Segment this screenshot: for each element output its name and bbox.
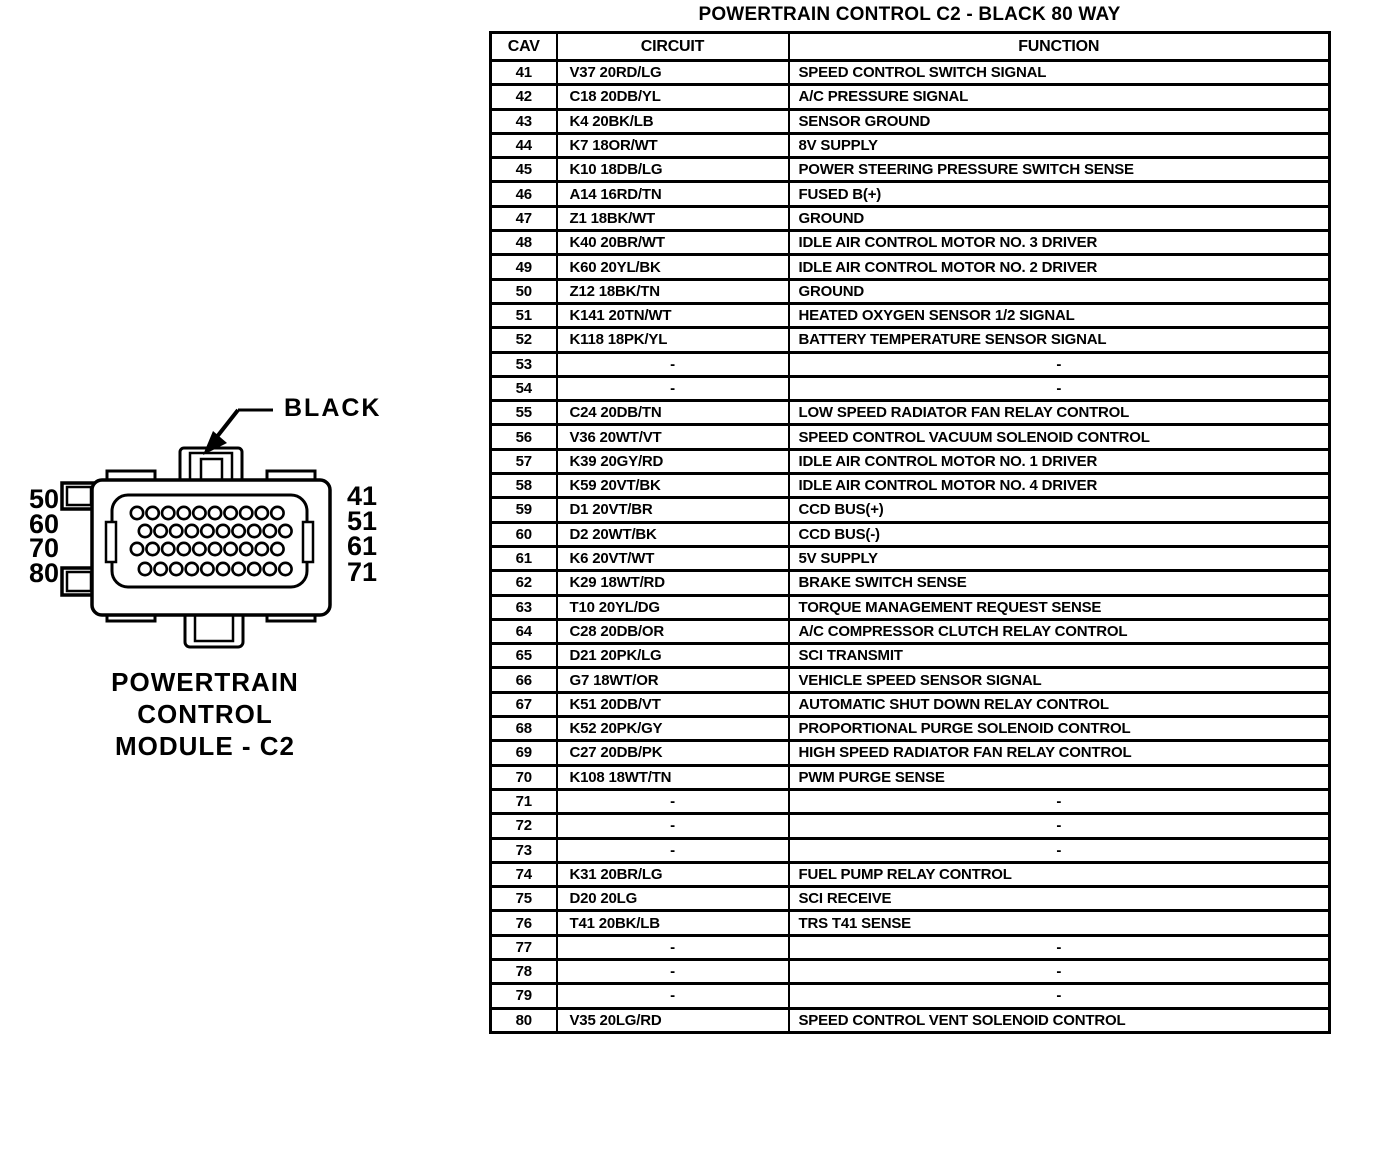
pinout-table-container [489, 31, 1331, 1034]
cav-cell: 70 [491, 765, 557, 789]
function-cell: FUSED B(+) [789, 182, 1330, 206]
header-cav: CAV [491, 33, 557, 61]
circuit-cell: K51 20DB/VT [557, 692, 789, 716]
table-row [491, 328, 1330, 352]
circuit-cell: - [557, 935, 789, 959]
cav-cell: 56 [491, 425, 557, 449]
circuit-cell: T10 20YL/DG [557, 595, 789, 619]
function-cell: BRAKE SWITCH SENSE [789, 571, 1330, 595]
function-cell: SPEED CONTROL VACUUM SOLENOID CONTROL [789, 425, 1330, 449]
table-row [491, 644, 1330, 668]
function-cell: TORQUE MANAGEMENT REQUEST SENSE [789, 595, 1330, 619]
function-cell: - [789, 789, 1330, 813]
table-row [491, 474, 1330, 498]
circuit-cell: K108 18WT/TN [557, 765, 789, 789]
table-row [491, 206, 1330, 230]
table-row [491, 935, 1330, 959]
circuit-cell: K6 20VT/WT [557, 546, 789, 570]
cav-cell: 79 [491, 984, 557, 1008]
table-row [491, 449, 1330, 473]
circuit-cell: Z12 18BK/TN [557, 279, 789, 303]
function-cell: VEHICLE SPEED SENSOR SIGNAL [789, 668, 1330, 692]
table-header-row [491, 33, 1330, 61]
pin-label-41: 41 [347, 481, 378, 511]
function-cell: 5V SUPPLY [789, 546, 1330, 570]
pin-label-61: 61 [347, 531, 378, 561]
function-cell: - [789, 838, 1330, 862]
circuit-cell: G7 18WT/OR [557, 668, 789, 692]
table-row [491, 741, 1330, 765]
table-row [491, 522, 1330, 546]
circuit-cell: - [557, 959, 789, 983]
cav-cell: 76 [491, 911, 557, 935]
cav-cell: 67 [491, 692, 557, 716]
caption-line-1: POWERTRAIN [111, 667, 299, 697]
cav-cell: 54 [491, 376, 557, 400]
cav-cell: 60 [491, 522, 557, 546]
function-cell: PROPORTIONAL PURGE SOLENOID CONTROL [789, 717, 1330, 741]
pinout-table [489, 31, 1331, 1034]
function-cell: GROUND [789, 279, 1330, 303]
cav-cell: 57 [491, 449, 557, 473]
table-row [491, 352, 1330, 376]
circuit-cell: K118 18PK/YL [557, 328, 789, 352]
cav-cell: 55 [491, 401, 557, 425]
connector-color-label: BLACK [284, 394, 382, 422]
table-row [491, 814, 1330, 838]
function-cell: TRS T41 SENSE [789, 911, 1330, 935]
header-circuit: CIRCUIT [557, 33, 789, 61]
cav-cell: 52 [491, 328, 557, 352]
circuit-cell: Z1 18BK/WT [557, 206, 789, 230]
circuit-cell: K40 20BR/WT [557, 231, 789, 255]
cav-cell: 62 [491, 571, 557, 595]
cav-cell: 63 [491, 595, 557, 619]
table-row [491, 595, 1330, 619]
cav-cell: 69 [491, 741, 557, 765]
cav-cell: 68 [491, 717, 557, 741]
function-cell: SPEED CONTROL VENT SOLENOID CONTROL [789, 1008, 1330, 1032]
table-row [491, 838, 1330, 862]
cav-cell: 77 [491, 935, 557, 959]
function-cell: SENSOR GROUND [789, 109, 1330, 133]
circuit-cell: - [557, 984, 789, 1008]
header-function: FUNCTION [789, 33, 1330, 61]
cav-cell: 42 [491, 85, 557, 109]
circuit-cell: - [557, 789, 789, 813]
cav-cell: 80 [491, 1008, 557, 1032]
table-row [491, 887, 1330, 911]
function-cell: PWM PURGE SENSE [789, 765, 1330, 789]
table-row [491, 158, 1330, 182]
keyway-right [303, 522, 313, 562]
circuit-cell: K52 20PK/GY [557, 717, 789, 741]
function-cell: POWER STEERING PRESSURE SWITCH SENSE [789, 158, 1330, 182]
function-cell: IDLE AIR CONTROL MOTOR NO. 2 DRIVER [789, 255, 1330, 279]
circuit-cell: V36 20WT/VT [557, 425, 789, 449]
cav-cell: 46 [491, 182, 557, 206]
cav-cell: 75 [491, 887, 557, 911]
circuit-cell: A14 16RD/TN [557, 182, 789, 206]
table-row [491, 182, 1330, 206]
function-cell: - [789, 984, 1330, 1008]
circuit-cell: K31 20BR/LG [557, 862, 789, 886]
pin-label-80: 80 [28, 558, 59, 588]
cav-cell: 66 [491, 668, 557, 692]
table-row [491, 1008, 1330, 1032]
circuit-cell: - [557, 814, 789, 838]
function-cell: IDLE AIR CONTROL MOTOR NO. 1 DRIVER [789, 449, 1330, 473]
circuit-cell: V35 20LG/RD [557, 1008, 789, 1032]
function-cell: SPEED CONTROL SWITCH SIGNAL [789, 61, 1330, 85]
table-row [491, 765, 1330, 789]
cav-cell: 45 [491, 158, 557, 182]
circuit-cell: V37 20RD/LG [557, 61, 789, 85]
function-cell: CCD BUS(+) [789, 498, 1330, 522]
table-row [491, 911, 1330, 935]
function-cell: CCD BUS(-) [789, 522, 1330, 546]
function-cell: SCI RECEIVE [789, 887, 1330, 911]
circuit-cell: K60 20YL/BK [557, 255, 789, 279]
table-row [491, 61, 1330, 85]
cav-cell: 58 [491, 474, 557, 498]
function-cell: A/C COMPRESSOR CLUTCH RELAY CONTROL [789, 619, 1330, 643]
circuit-cell: D2 20WT/BK [557, 522, 789, 546]
table-row [491, 231, 1330, 255]
function-cell: SCI TRANSMIT [789, 644, 1330, 668]
page-title: POWERTRAIN CONTROL C2 - BLACK 80 WAY [698, 4, 1121, 25]
circuit-cell: K10 18DB/LG [557, 158, 789, 182]
function-cell: IDLE AIR CONTROL MOTOR NO. 4 DRIVER [789, 474, 1330, 498]
pin-label-70: 70 [28, 533, 59, 563]
cav-cell: 51 [491, 303, 557, 327]
function-cell: - [789, 959, 1330, 983]
cav-cell: 43 [491, 109, 557, 133]
cav-cell: 78 [491, 959, 557, 983]
cav-cell: 49 [491, 255, 557, 279]
cav-cell: 47 [491, 206, 557, 230]
function-cell: FUEL PUMP RELAY CONTROL [789, 862, 1330, 886]
table-row [491, 959, 1330, 983]
circuit-cell: K29 18WT/RD [557, 571, 789, 595]
function-cell: A/C PRESSURE SIGNAL [789, 85, 1330, 109]
table-row [491, 109, 1330, 133]
cav-cell: 50 [491, 279, 557, 303]
pin-label-51: 51 [347, 506, 378, 536]
caption-line-3: MODULE - C2 [115, 731, 295, 761]
cav-cell: 71 [491, 789, 557, 813]
connector-diagram [15, 385, 385, 675]
function-cell: - [789, 814, 1330, 838]
function-cell: GROUND [789, 206, 1330, 230]
table-row [491, 619, 1330, 643]
cav-cell: 61 [491, 546, 557, 570]
table-row [491, 425, 1330, 449]
table-row [491, 255, 1330, 279]
table-row [491, 401, 1330, 425]
function-cell: - [789, 352, 1330, 376]
function-cell: 8V SUPPLY [789, 133, 1330, 157]
table-row [491, 862, 1330, 886]
cav-cell: 59 [491, 498, 557, 522]
function-cell: HEATED OXYGEN SENSOR 1/2 SIGNAL [789, 303, 1330, 327]
circuit-cell: D20 20LG [557, 887, 789, 911]
table-row [491, 85, 1330, 109]
table-row [491, 376, 1330, 400]
table-row [491, 498, 1330, 522]
circuit-cell: D1 20VT/BR [557, 498, 789, 522]
circuit-cell: C27 20DB/PK [557, 741, 789, 765]
circuit-cell: K39 20GY/RD [557, 449, 789, 473]
cav-cell: 48 [491, 231, 557, 255]
circuit-cell: - [557, 838, 789, 862]
cav-cell: 64 [491, 619, 557, 643]
circuit-cell: D21 20PK/LG [557, 644, 789, 668]
table-row [491, 789, 1330, 813]
table-row [491, 133, 1330, 157]
table-row [491, 717, 1330, 741]
function-cell: - [789, 376, 1330, 400]
circuit-cell: - [557, 352, 789, 376]
function-cell: LOW SPEED RADIATOR FAN RELAY CONTROL [789, 401, 1330, 425]
circuit-cell: - [557, 376, 789, 400]
cav-cell: 41 [491, 61, 557, 85]
pin-label-60: 60 [28, 509, 59, 539]
circuit-cell: K7 18OR/WT [557, 133, 789, 157]
function-cell: BATTERY TEMPERATURE SENSOR SIGNAL [789, 328, 1330, 352]
circuit-cell: C18 20DB/YL [557, 85, 789, 109]
cav-cell: 72 [491, 814, 557, 838]
table-row [491, 984, 1330, 1008]
table-row [491, 571, 1330, 595]
table-row [491, 668, 1330, 692]
pin-label-50: 50 [28, 484, 59, 514]
cav-cell: 65 [491, 644, 557, 668]
table-row [491, 279, 1330, 303]
table-row [491, 546, 1330, 570]
circuit-cell: T41 20BK/LB [557, 911, 789, 935]
caption-line-2: CONTROL [137, 699, 273, 729]
cav-cell: 44 [491, 133, 557, 157]
keyway-left [106, 522, 116, 562]
function-cell: AUTOMATIC SHUT DOWN RELAY CONTROL [789, 692, 1330, 716]
circuit-cell: K59 20VT/BK [557, 474, 789, 498]
cav-cell: 53 [491, 352, 557, 376]
circuit-cell: K141 20TN/WT [557, 303, 789, 327]
table-row [491, 692, 1330, 716]
circuit-cell: C24 20DB/TN [557, 401, 789, 425]
table-row [491, 303, 1330, 327]
cav-cell: 74 [491, 862, 557, 886]
function-cell: - [789, 935, 1330, 959]
function-cell: HIGH SPEED RADIATOR FAN RELAY CONTROL [789, 741, 1330, 765]
circuit-cell: K4 20BK/LB [557, 109, 789, 133]
cav-cell: 73 [491, 838, 557, 862]
pin-label-71: 71 [347, 557, 378, 587]
connector-caption [55, 666, 355, 762]
function-cell: IDLE AIR CONTROL MOTOR NO. 3 DRIVER [789, 231, 1330, 255]
circuit-cell: C28 20DB/OR [557, 619, 789, 643]
